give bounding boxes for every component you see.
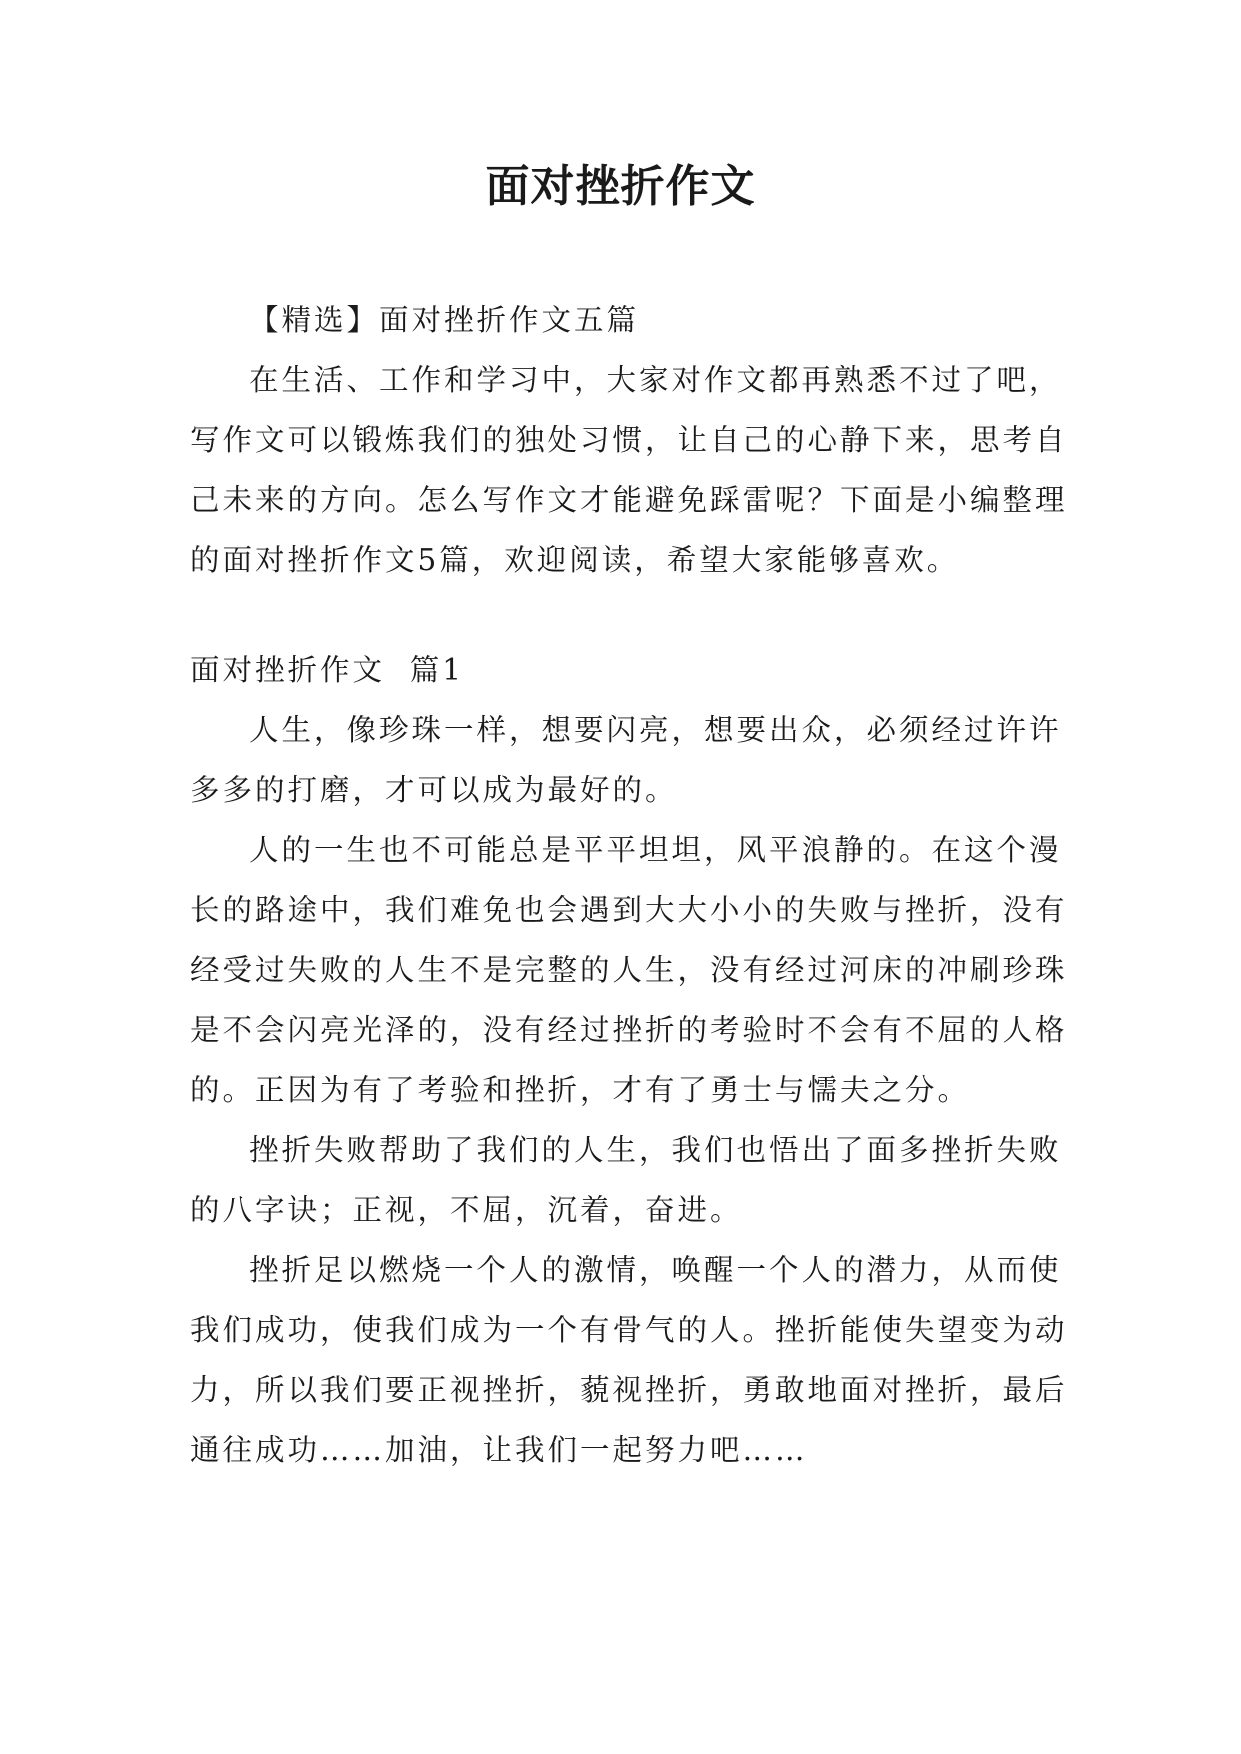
section-heading: 面对挫折作文 篇1 (190, 653, 465, 687)
essay-paragraph: 人生，像珍珠一样，想要闪亮，想要出众，必须经过许许多多的打磨，才可以成为最好的。 (190, 713, 1062, 807)
section-spacer (190, 590, 1070, 640)
document-subtitle: 【精选】面对挫折作文五篇 (249, 303, 640, 337)
document-body (190, 290, 1070, 1480)
essay-paragraph: 挫折足以燃烧一个人的激情，唤醒一个人的潜力，从而使我们成功，使我们成为一个有骨气的人。挫折能使失望变为动力，所以我们要正视挫折，藐视挫折，勇敢地面对挫折，最后通往成功……加油，让我们一起努力吧…… (190, 1253, 1068, 1467)
essay-paragraph: 人的一生也不可能总是平平坦坦，风平浪静的。在这个漫长的路途中，我们难免也会遇到大大小小的失败与挫折，没有经受过失败的人生不是完整的人生，没有经过河床的冲刷珍珠是不会闪亮光泽的，没有经过挫折的考验时不会有不屈的人格的。正因为有了考验和挫折，才有了勇士与懦夫之分。 (190, 833, 1068, 1107)
intro-paragraph: 在生活、工作和学习中，大家对作文都再熟悉不过了吧，写作文可以锻炼我们的独处习惯，让自己的心静下来，思考自己未来的方向。怎么写作文才能避免踩雷呢？下面是小编整理的面对挫折作文5篇，欢迎阅读，希望大家能够喜欢。 (190, 363, 1068, 577)
document-title: 面对挫折作文 (485, 161, 756, 212)
essay-paragraph: 挫折失败帮助了我们的人生，我们也悟出了面多挫折失败的八字诀；正视，不屈，沉着，奋进。 (190, 1133, 1062, 1227)
